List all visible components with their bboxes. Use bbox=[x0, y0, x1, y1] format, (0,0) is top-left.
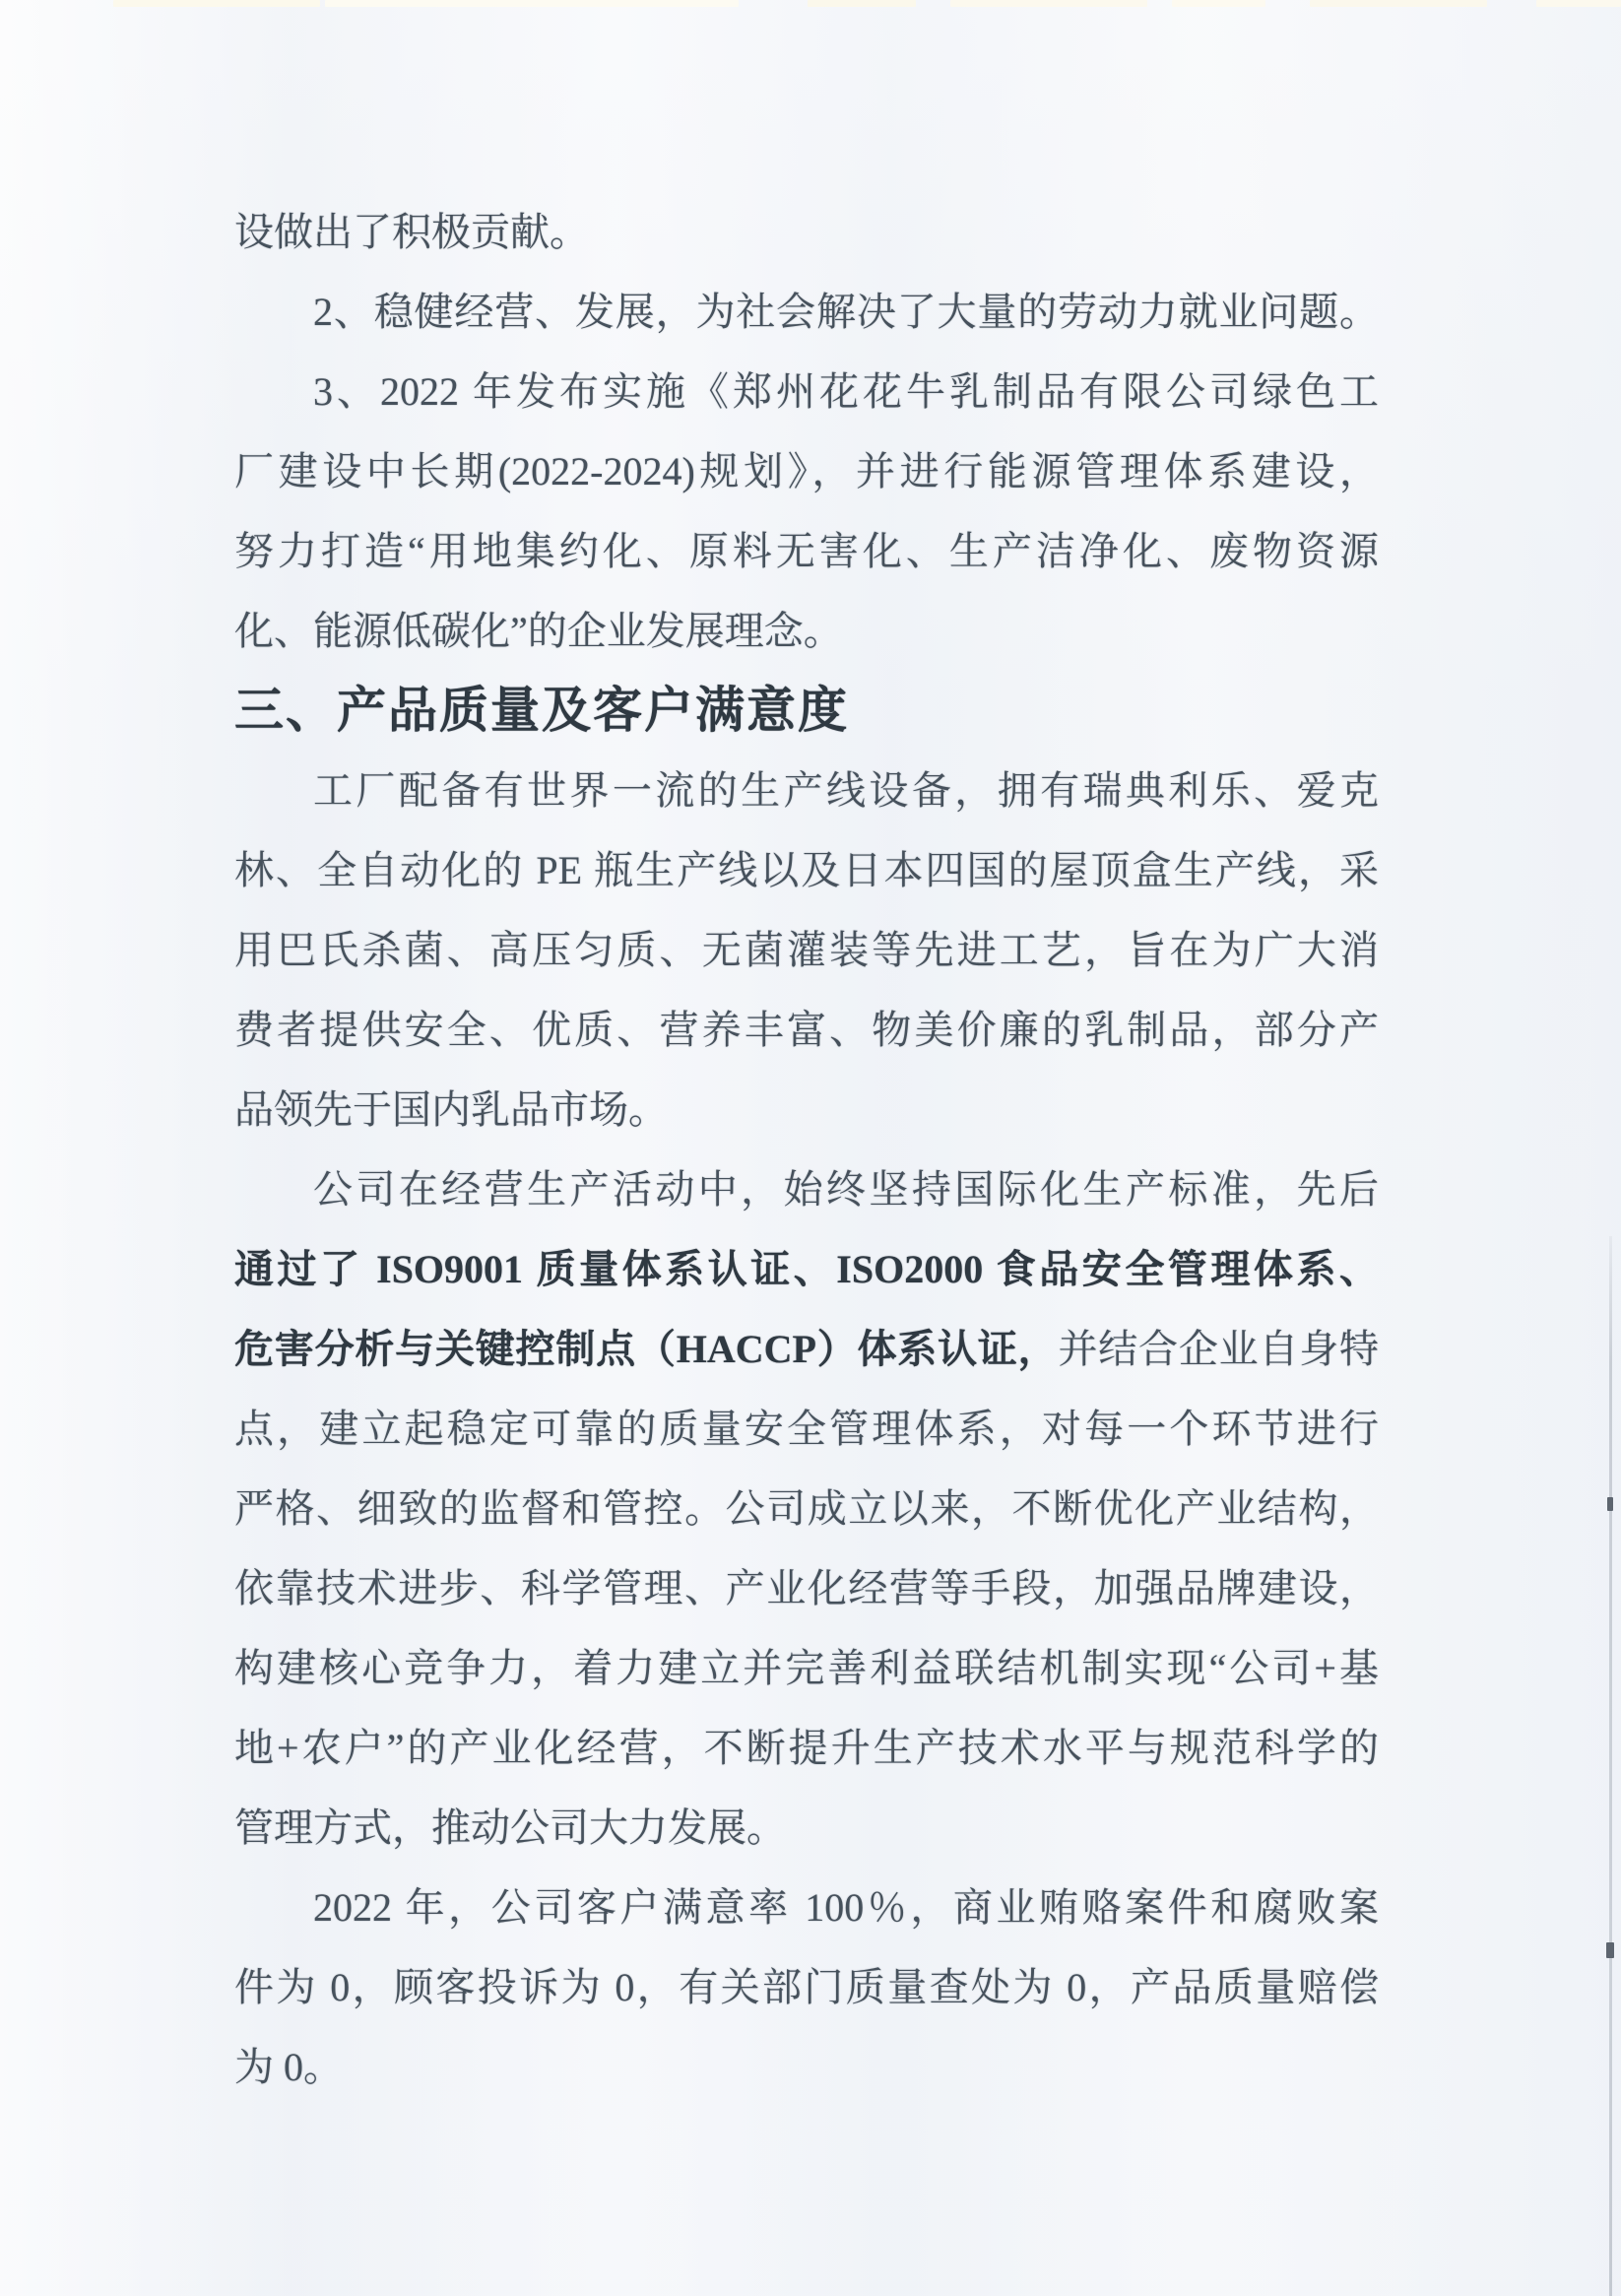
text-run: 工厂配备有世界一流的生产线设备，拥有瑞典利乐、爱克 bbox=[313, 768, 1379, 813]
text-run: 努力打造“用地集约化、原料无害化、生产洁净化、废物资源 bbox=[234, 529, 1379, 573]
text-run: 严格、细致的监督和管控。公司成立以来，不断优化产业结构， bbox=[234, 1486, 1379, 1531]
text-line bbox=[234, 1788, 1379, 1868]
text-run: 地+农户”的产业化经营，不断提升生产技术水平与规范科学的 bbox=[234, 1726, 1379, 1770]
text-run: 林、全自动化的 PE 瓶生产线以及日本四国的屋顶盒生产线，采 bbox=[234, 848, 1379, 892]
text-run: 化、能源低碳化”的企业发展理念。 bbox=[234, 609, 843, 653]
text-run: 点，建立起稳定可靠的质量安全管理体系，对每一个环节进行 bbox=[234, 1407, 1379, 1451]
text-line bbox=[234, 1149, 1379, 1229]
scan-edge-mark bbox=[1607, 1497, 1613, 1511]
text-line bbox=[234, 192, 1379, 272]
text-line bbox=[234, 1070, 1379, 1149]
text-line bbox=[234, 352, 1379, 431]
scan-artifact-segment bbox=[113, 0, 320, 7]
text-line bbox=[234, 1868, 1379, 1947]
text-run: 并结合企业自身特 bbox=[1058, 1327, 1379, 1371]
text-run: 品领先于国内乳品市场。 bbox=[234, 1087, 668, 1132]
text-line bbox=[234, 2027, 1379, 2107]
scan-edge-mark bbox=[1606, 1942, 1614, 1958]
text-run: 用巴氏杀菌、高压匀质、无菌灌装等先进工艺，旨在为广大消 bbox=[234, 928, 1379, 972]
scan-edge-line bbox=[1609, 1236, 1612, 2296]
bold-text-run: 通过了 ISO9001 质量体系认证、ISO2000 食品安全管理体系、 bbox=[234, 1247, 1379, 1291]
text-run: 件为 0，顾客投诉为 0，有关部门质量查处为 0，产品质量赔偿 bbox=[234, 1965, 1379, 2009]
text-run: 公司在经营生产活动中，始终坚持国际化生产标准，先后 bbox=[313, 1167, 1379, 1212]
text-line bbox=[234, 1309, 1379, 1389]
bold-text-run: 三、产品质量及客户满意度 bbox=[234, 683, 849, 738]
scan-artifact-segment bbox=[1172, 0, 1265, 7]
text-line bbox=[234, 1628, 1379, 1708]
text-run: 管理方式，推动公司大力发展。 bbox=[234, 1805, 786, 1850]
text-line bbox=[234, 751, 1379, 830]
text-run: 为 0。 bbox=[234, 2045, 343, 2089]
scan-artifact-segment bbox=[950, 0, 1147, 7]
scan-artifact-segment bbox=[325, 0, 739, 7]
text-line bbox=[234, 1947, 1379, 2027]
text-line bbox=[234, 1548, 1379, 1628]
text-line bbox=[234, 431, 1379, 511]
bold-text-run: 危害分析与关键控制点（HACCP）体系认证， bbox=[234, 1327, 1059, 1371]
scan-artifact-strip bbox=[0, 0, 1621, 7]
text-line bbox=[234, 910, 1379, 990]
text-line bbox=[234, 1708, 1379, 1788]
text-run: 2022 年，公司客户满意率 100％，商业贿赂案件和腐败案 bbox=[313, 1885, 1379, 1930]
text-line bbox=[234, 591, 1379, 671]
text-line bbox=[234, 1389, 1379, 1469]
scan-artifact-segment bbox=[1536, 0, 1621, 7]
text-run: 设做出了积极贡献。 bbox=[234, 210, 589, 254]
section-heading bbox=[234, 671, 1379, 751]
scan-artifact-segment bbox=[1310, 0, 1487, 7]
scan-artifact-segment bbox=[808, 0, 916, 7]
text-line bbox=[234, 1229, 1379, 1309]
text-line bbox=[234, 1469, 1379, 1548]
text-run: 依靠技术进步、科学管理、产业化经营等手段，加强品牌建设， bbox=[234, 1566, 1379, 1610]
text-run: 构建核心竞争力，着力建立并完善利益联结机制实现“公司+基 bbox=[234, 1646, 1379, 1690]
text-run: 费者提供安全、优质、营养丰富、物美价廉的乳制品，部分产 bbox=[234, 1008, 1379, 1052]
text-line bbox=[234, 511, 1379, 591]
document-text bbox=[234, 192, 1379, 2107]
text-line bbox=[234, 990, 1379, 1070]
text-line bbox=[234, 830, 1379, 910]
text-line bbox=[234, 272, 1379, 352]
text-run: 3、2022 年发布实施《郑州花花牛乳制品有限公司绿色工 bbox=[313, 369, 1379, 414]
text-run: 厂建设中长期(2022-2024)规划》，并进行能源管理体系建设， bbox=[234, 449, 1379, 493]
text-run: 2、稳健经营、发展，为社会解决了大量的劳动力就业问题。 bbox=[313, 290, 1379, 334]
